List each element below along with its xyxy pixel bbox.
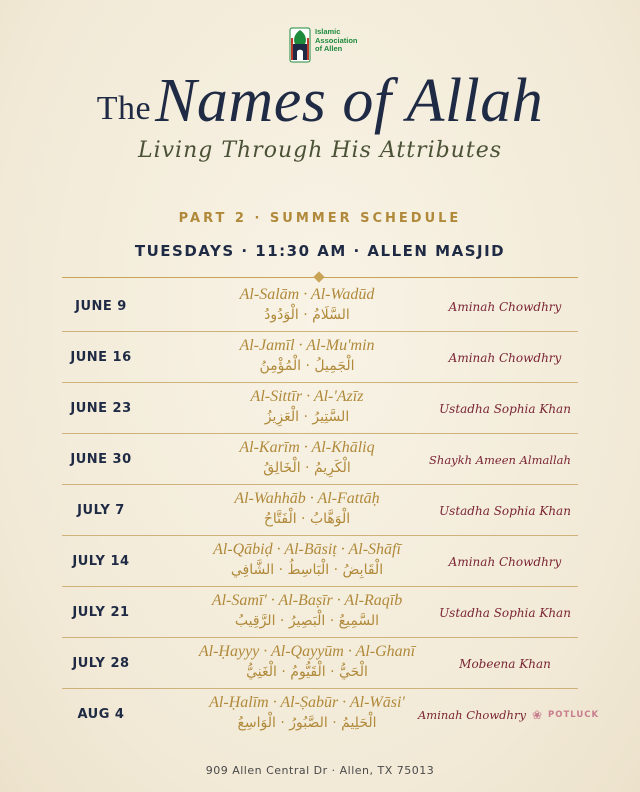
session-date: JUNE 30 (70, 452, 132, 467)
series-part-label: PART 2 · SUMMER SCHEDULE (178, 211, 462, 226)
names-transliteration: Al-Wahhāb · Al-Fattāḥ (234, 490, 380, 507)
page-title (0, 66, 640, 137)
schedule-table (62, 281, 600, 740)
schedule-row (62, 332, 578, 383)
schedule-row (62, 689, 600, 740)
session-date: JULY 21 (72, 605, 130, 620)
venue-address: 909 Allen Central Dr · Allen, TX 75013 (205, 764, 435, 777)
session-speaker: Aminah Chowdhry (448, 350, 562, 365)
session-date: AUG 4 (77, 707, 125, 722)
session-names (172, 591, 442, 631)
flower-icon: ❀ (531, 707, 543, 722)
session-date: JUNE 16 (70, 350, 132, 365)
names-arabic: السَّلَامُ · الْوَدُودُ (264, 307, 350, 323)
mosque-icon (287, 24, 313, 66)
session-date: JUNE 9 (75, 299, 127, 314)
names-transliteration: Al-Jamīl · Al-Mu'min (239, 337, 375, 354)
names-transliteration: Al-Karīm · Al-Khāliq (239, 439, 375, 456)
names-transliteration: Al-Sittīr · Al-'Azīz (250, 388, 364, 405)
names-transliteration: Al-Samī' · Al-Baṣīr · Al-Raqīb (211, 592, 403, 609)
session-speaker: Ustadha Sophia Khan (439, 503, 571, 518)
names-arabic: السَّمِيعُ · الْبَصِيرُ · الرَّقِيبُ (234, 613, 380, 629)
names-arabic: الْحَيُّ · الْقَيُّومُ · الْغَنِيُّ (246, 664, 368, 680)
schedule-row (62, 434, 578, 485)
schedule-row (62, 383, 578, 434)
session-speaker-with-note (418, 689, 600, 740)
logo-line-2: Association (315, 35, 358, 45)
session-names (172, 642, 442, 682)
session-speaker: Aminah Chowdhry (448, 554, 562, 569)
session-names (172, 489, 442, 529)
names-transliteration: Al-Ḥalīm · Al-Ṣabūr · Al-Wāsi' (209, 694, 405, 711)
session-date: JULY 28 (72, 656, 130, 671)
session-names (172, 693, 442, 733)
organization-name (315, 28, 365, 54)
potluck-note: POTLUCK (548, 709, 600, 720)
schedule-row (62, 281, 578, 332)
session-date: JUNE 23 (70, 401, 132, 416)
title-main: Names of Allah (155, 67, 544, 135)
schedule-row (62, 587, 578, 638)
names-transliteration: Al-Ḥayyy · Al-Qayyūm · Al-Ghanī (198, 643, 416, 660)
session-date: JULY 7 (77, 503, 125, 518)
session-speaker: Ustadha Sophia Khan (439, 401, 571, 416)
schedule-time-location: TUESDAYS · 11:30 AM · ALLEN MASJID (134, 242, 506, 260)
schedule-row (62, 638, 578, 689)
session-speaker: Ustadha Sophia Khan (439, 605, 571, 620)
names-arabic: الْجَمِيلُ · الْمُؤْمِنُ (259, 358, 355, 374)
names-arabic: الْكَرِيمُ · الْخَالِقُ (263, 460, 351, 476)
names-arabic: الْوَهَّابُ · الْفَتَّاحُ (263, 511, 351, 527)
session-speaker: Shaykh Ameen Almallah (429, 452, 571, 467)
schedule-row (62, 536, 578, 587)
names-arabic: الْحَلِيمُ · الصَّبُورُ · الْوَاسِعُ (237, 715, 377, 731)
names-transliteration: Al-Salām · Al-Wadūd (239, 286, 375, 303)
session-names (172, 540, 442, 580)
organization-logo (287, 24, 359, 68)
session-names (172, 438, 442, 478)
session-names (172, 285, 442, 325)
session-speaker: Aminah Chowdhry (448, 299, 562, 314)
names-arabic: الْقَابِضُ · الْبَاسِطُ · الشَّافِي (230, 562, 384, 578)
session-date: JULY 14 (72, 554, 130, 569)
session-names (172, 387, 442, 427)
names-arabic: السَّتِيرُ · الْعَزِيزُ (264, 409, 350, 425)
schedule-row (62, 485, 578, 536)
logo-line-3: of Allen (315, 44, 343, 53)
page-subtitle: Living Through His Attributes (137, 138, 503, 163)
session-speaker: Mobeena Khan (459, 656, 551, 671)
title-prefix: The (96, 90, 152, 127)
session-names (172, 336, 442, 376)
names-transliteration: Al-Qābiḍ · Al-Bāsiṭ · Al-Shāfī (213, 541, 401, 558)
logo-line-1: Islamic (315, 27, 341, 36)
session-speaker: Aminah Chowdhry (418, 707, 526, 722)
